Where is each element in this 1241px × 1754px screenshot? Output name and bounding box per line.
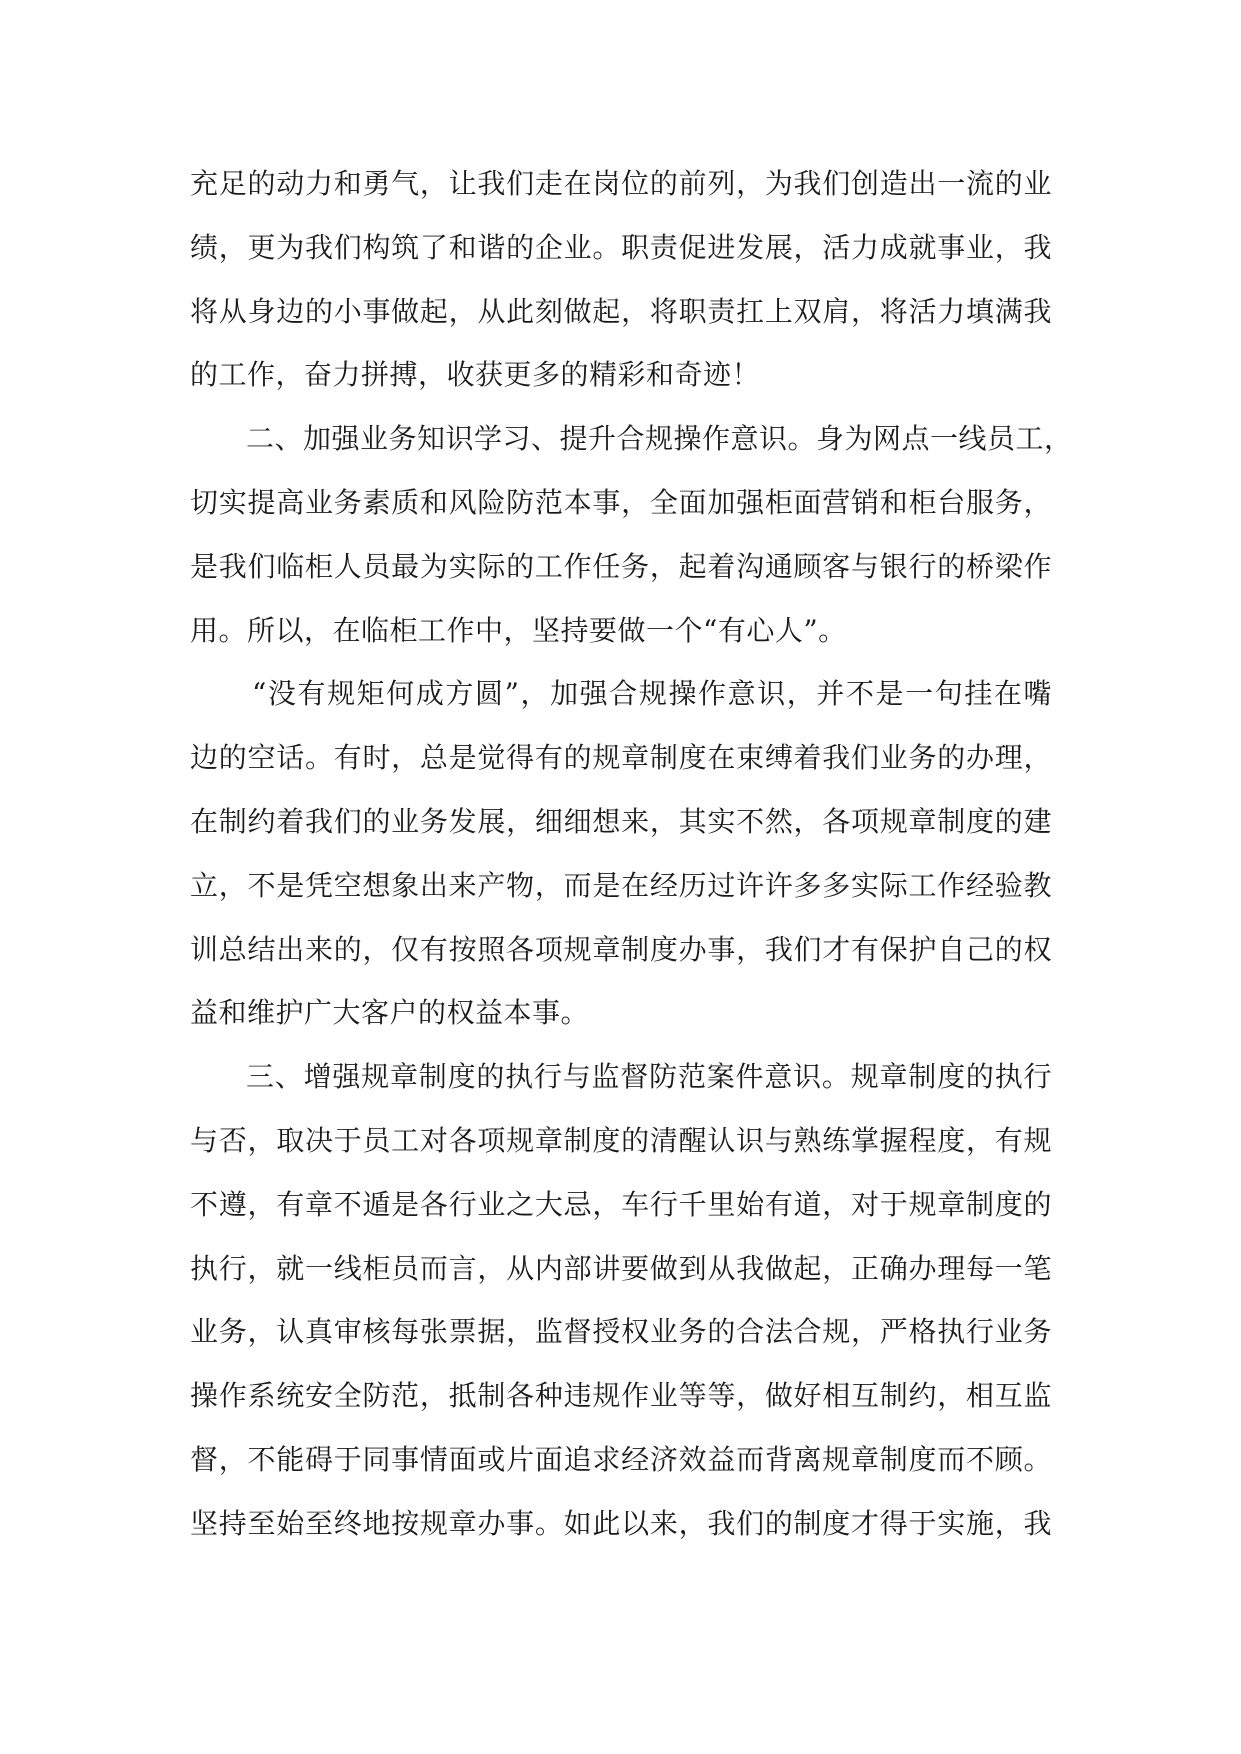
text-line: 坚持至始至终地按规章办事。如此以来，我们的制度才得于实施，我 [190, 1506, 1052, 1540]
text-line: 与否，取决于员工对各项规章制度的清醒认识与熟练掌握程度，有规 [190, 1123, 1052, 1157]
text-line: “没有规矩何成方圆”，加强合规操作意识，并不是一句挂在嘴 [252, 677, 1052, 711]
text-line: 边的空话。有时，总是觉得有的规章制度在束缚着我们业务的办理， [190, 741, 1052, 775]
text-line: 不遵，有章不遁是各行业之大忌，车行千里始有道，对于规章制度的 [190, 1187, 1052, 1221]
text-line: 操作系统安全防范，抵制各种违规作业等等，做好相互制约，相互监 [190, 1379, 1052, 1413]
text-line: 绩，更为我们构筑了和谐的企业。职责促进发展，活力成就事业，我 [190, 230, 1052, 264]
text-line: 督，不能碍于同事情面或片面追求经济效益而背离规章制度而不顾。 [190, 1442, 1052, 1476]
text-line: 的工作，奋力拼搏，收获更多的精彩和奇迹！ [190, 358, 761, 392]
text-line: 切实提高业务素质和风险防范本事，全面加强柜面营销和柜台服务， [190, 485, 1052, 519]
text-line: 是我们临柜人员最为实际的工作任务，起着沟通顾客与银行的桥梁作 [190, 549, 1052, 583]
text-line: 益和维护广大客户的权益本事。 [190, 996, 590, 1030]
text-line: 将从身边的小事做起，从此刻做起，将职责扛上双肩，将活力填满我 [190, 294, 1052, 328]
document-body [190, 162, 1073, 1566]
text-line: 充足的动力和勇气，让我们走在岗位的前列，为我们创造出一流的业 [190, 167, 1052, 200]
text-line: 业务，认真审核每张票据，监督授权业务的合法合规，严格执行业务 [190, 1315, 1052, 1349]
text-line: 三、增强规章制度的执行与监督防范案件意识。规章制度的执行 [246, 1060, 1052, 1094]
text-line: 立，不是凭空想象出来产物，而是在经历过许许多多实际工作经验教 [190, 868, 1052, 902]
text-line: 在制约着我们的业务发展，细细想来，其实不然，各项规章制度的建 [190, 804, 1052, 838]
text-line: 执行，就一线柜员而言，从内部讲要做到从我做起，正确办理每一笔 [190, 1251, 1052, 1285]
text-line: 训总结出来的，仅有按照各项规章制度办事，我们才有保护自己的权 [190, 932, 1052, 966]
text-line: 二、加强业务知识学习、提升合规操作意识。身为网点一线员工， [246, 422, 1073, 456]
text-line: 用。所以，在临柜工作中，坚持要做一个“有心人”。 [190, 613, 847, 647]
